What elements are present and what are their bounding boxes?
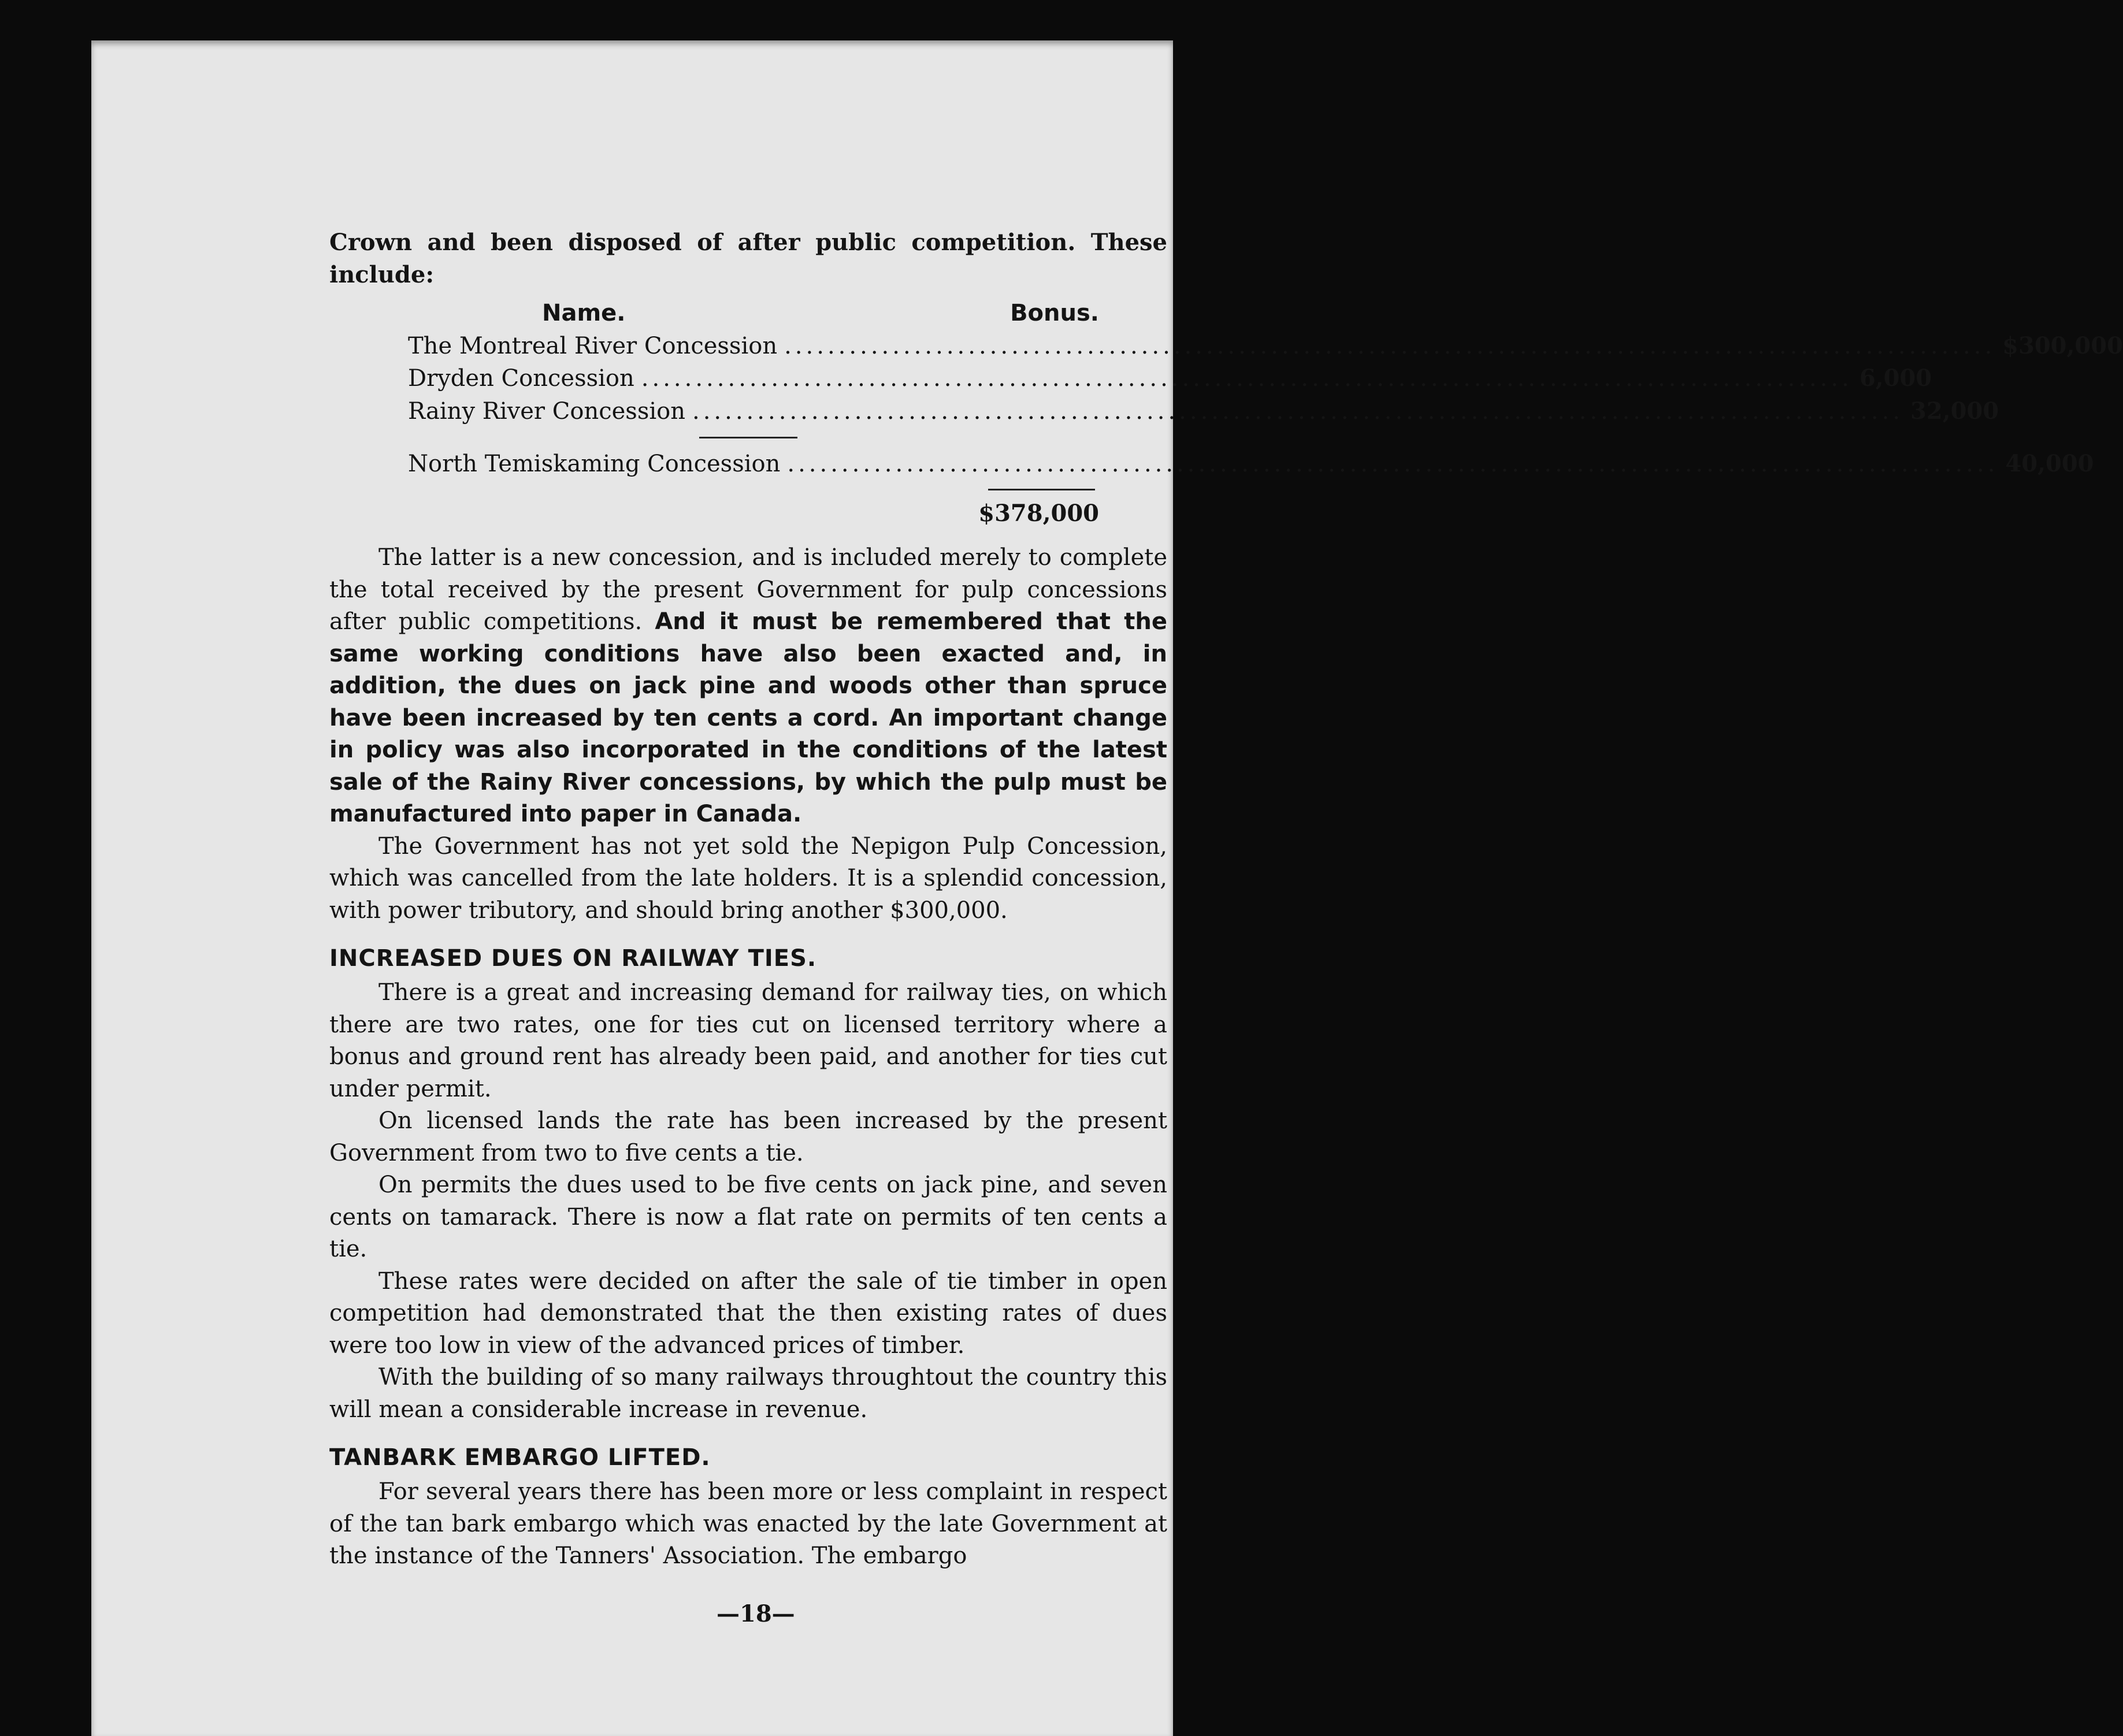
paragraph-tanbark: For several years there has been more or less complaint in respect of the tan bark embargo which was enacted by the late Government at the instance of the Tanners' Association. The embargo xyxy=(329,1478,1167,1569)
total-rule xyxy=(988,489,1095,490)
table-row xyxy=(329,395,1999,428)
paragraph-rates-decided: These rates were decided on after the sale of tie timber in open competition had demonstrated that the then existing rates of dues were too low in view of the advanced prices of timber. xyxy=(329,1267,1167,1359)
page-content xyxy=(329,226,2123,1573)
paragraph-latter-regular: The latter is a new concession, and is included merely to complete the total received by the present Government for pulp concessions after public competitions. xyxy=(329,544,1167,635)
table-header xyxy=(329,298,1167,330)
row-name: The Montreal River Concession xyxy=(408,332,778,359)
paragraph-nepigon: The Government has not yet sold the Nepigon Pulp Concession, which was cancelled from the late holders. It is a splendid concession, with power tributory, and should bring another $300,000. xyxy=(329,832,1167,924)
paragraph-ties-demand: There is a great and increasing demand for railway ties, on which there are two rates, one for ties cut on licensed territory where a bonus and ground rent has already been paid, and another for ties cut under permit. xyxy=(329,979,1167,1102)
table-divider xyxy=(699,437,797,438)
table-row xyxy=(329,330,2123,363)
paragraph-latter xyxy=(329,542,1167,831)
row-name: Dryden Concession xyxy=(408,365,634,392)
leader-dots: ................................................................................................................ xyxy=(692,397,1904,425)
row-value: $300,000 xyxy=(2002,332,2123,359)
page-number: —18— xyxy=(717,1600,795,1627)
row-name: North Temiskaming Concession xyxy=(408,451,781,477)
row-value: 40,000 xyxy=(2005,450,2094,477)
leader-dots: ................................................................................................................ xyxy=(784,332,1996,359)
paragraph-latter-bold: And it must be remembered that the same working conditions have also been exacted and, in addition, the dues on jack pine and woods other than spruce have been increased by ten cents a cord. An important change in policy was also incorporated in the conditions of the latest sale of the Rainy River concessions, by which the pulp must be manufactured into paper in Canada. xyxy=(329,608,1167,827)
section-heading-railway-ties: INCREASED DUES ON RAILWAY TIES. xyxy=(329,945,817,972)
leader-dots: ................................................................................................................ xyxy=(787,451,1999,477)
concession-table xyxy=(329,298,2123,529)
table-total: $378,000 xyxy=(978,499,1099,527)
row-value: 32,000 xyxy=(1910,397,1999,425)
leader-dots: ................................................................................................................ xyxy=(641,365,1853,392)
paragraph-permits: On permits the dues used to be five cents on jack pine, and seven cents on tamarack. There is now a flat rate on permits of ten cents a tie. xyxy=(329,1172,1167,1262)
row-value: 6,000 xyxy=(1859,365,1932,392)
bonus-column-header: Bonus. xyxy=(1010,300,1099,326)
paragraph-railways: With the building of so many railways throughtout the country this will mean a considerable increase in revenue. xyxy=(329,1364,1167,1423)
name-column-header: Name. xyxy=(542,300,626,326)
table-row xyxy=(329,362,1932,395)
intro-paragraph: Crown and been disposed of after public competition. These include: xyxy=(329,229,1167,288)
table-row xyxy=(329,448,2094,481)
paragraph-licensed-lands: On licensed lands the rate has been increased by the present Government from two to five cents a tie. xyxy=(329,1107,1167,1166)
document-page xyxy=(91,40,2123,1736)
row-name: Rainy River Concession xyxy=(408,397,685,425)
section-heading-tanbark: TANBARK EMBARGO LIFTED. xyxy=(329,1444,711,1471)
